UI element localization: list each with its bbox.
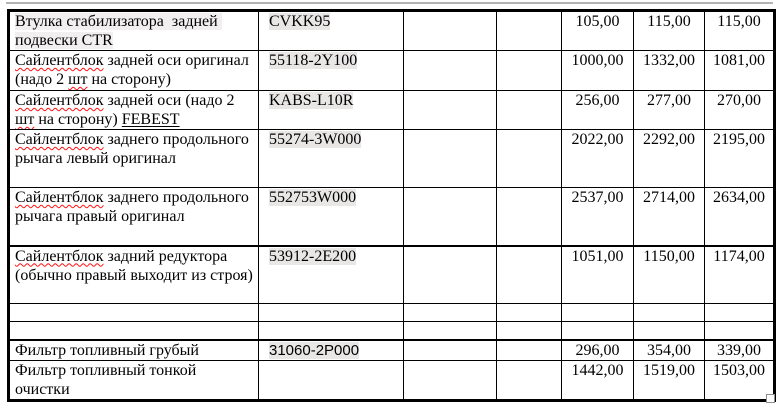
price-text: 1332,00 xyxy=(643,52,695,69)
price-text: 1150,00 xyxy=(643,247,695,265)
price-cell[interactable] xyxy=(634,91,705,130)
price-cell[interactable] xyxy=(562,91,634,130)
part-name-cell[interactable] xyxy=(9,360,259,400)
price-cell[interactable] xyxy=(634,188,705,246)
price-cell[interactable] xyxy=(705,188,775,246)
price-cell[interactable] xyxy=(562,322,634,340)
empty-cell[interactable] xyxy=(404,304,497,322)
price-text: 296,00 xyxy=(575,341,620,359)
part-name-text: Сайлентблок xyxy=(15,247,104,265)
empty-cell[interactable] xyxy=(497,340,562,361)
price-cell[interactable] xyxy=(634,340,705,361)
empty-cell[interactable] xyxy=(404,340,497,361)
part-name-cell[interactable] xyxy=(9,304,259,322)
part-number-cell[interactable] xyxy=(259,304,404,322)
part-name-text: шт xyxy=(68,71,88,88)
price-text: 115,00 xyxy=(647,13,691,30)
table-row xyxy=(9,360,775,400)
part-name-text: заднего продольного рычага левый оригинал xyxy=(15,131,253,167)
part-number-cell[interactable] xyxy=(259,322,404,340)
price-cell[interactable] xyxy=(562,51,634,91)
price-text: 115,00 xyxy=(717,13,761,30)
part-name-text: шт xyxy=(15,111,35,128)
part-name-cell[interactable] xyxy=(9,340,259,361)
part-name-text: Сайлентблок xyxy=(15,52,104,69)
table-row xyxy=(9,11,775,51)
price-text: 1174,00 xyxy=(713,247,765,265)
part-number-cell[interactable] xyxy=(259,11,404,51)
part-number-cell[interactable] xyxy=(259,360,404,400)
part-name-text: Сайлентблок xyxy=(15,131,104,148)
price-cell[interactable] xyxy=(705,130,775,188)
price-text: 354,00 xyxy=(647,341,691,359)
table-row xyxy=(9,340,775,361)
price-text: 1442,00 xyxy=(571,361,624,379)
price-text: 1519,00 xyxy=(643,361,695,379)
table-row xyxy=(9,91,775,130)
price-cell[interactable] xyxy=(705,51,775,91)
part-name-text: Сайлентблок xyxy=(15,92,104,109)
price-cell[interactable] xyxy=(634,51,705,91)
price-cell[interactable] xyxy=(562,130,634,188)
table-row xyxy=(9,246,775,304)
empty-cell[interactable] xyxy=(497,91,562,130)
part-name-cell[interactable] xyxy=(9,130,259,188)
part-number-cell[interactable] xyxy=(259,51,404,91)
price-cell[interactable] xyxy=(705,360,775,400)
price-text: 1081,00 xyxy=(713,52,765,69)
previous-row-cutoff-line xyxy=(6,2,773,4)
part-number-cell[interactable] xyxy=(259,340,404,361)
part-name-text: задней оси (надо 2 xyxy=(103,92,239,109)
empty-cell[interactable] xyxy=(497,188,562,246)
price-text: 105,00 xyxy=(575,13,620,30)
part-name-cell[interactable] xyxy=(9,322,259,340)
part-number-text: 53912-2E200 xyxy=(269,247,357,265)
price-text: 1000,00 xyxy=(571,52,624,69)
empty-cell[interactable] xyxy=(404,51,497,91)
empty-cell[interactable] xyxy=(404,11,497,51)
price-cell[interactable] xyxy=(705,91,775,130)
price-cell[interactable] xyxy=(705,304,775,322)
empty-cell[interactable] xyxy=(497,130,562,188)
part-name-text: Втулка стабилизатора задней подвески CTR xyxy=(15,13,222,49)
empty-cell[interactable] xyxy=(404,91,497,130)
price-text: 277,00 xyxy=(647,92,691,109)
price-cell[interactable] xyxy=(634,130,705,188)
part-name-text: FEBEST xyxy=(121,111,180,128)
part-number-cell[interactable] xyxy=(259,130,404,188)
part-number-cell[interactable] xyxy=(259,246,404,304)
part-name-cell[interactable] xyxy=(9,11,259,51)
table-row xyxy=(9,322,775,340)
part-name-text: на сторону) xyxy=(87,71,171,88)
empty-cell[interactable] xyxy=(497,360,562,400)
empty-cell[interactable] xyxy=(404,130,497,188)
part-name-cell[interactable] xyxy=(9,51,259,91)
price-cell[interactable] xyxy=(634,246,705,304)
empty-cell[interactable] xyxy=(497,246,562,304)
part-number-cell[interactable] xyxy=(259,91,404,130)
price-cell[interactable] xyxy=(562,188,634,246)
part-name-text: Фильтр топливный тонкой очистки xyxy=(15,361,201,398)
part-name-text: заднего продольного рычага правый оригинал xyxy=(15,189,253,225)
table-row xyxy=(9,304,775,322)
part-name-text: на сторону) xyxy=(34,111,122,128)
price-cell[interactable] xyxy=(634,360,705,400)
part-name-cell[interactable] xyxy=(9,91,259,130)
price-text: 339,00 xyxy=(717,341,761,359)
price-text: 2634,00 xyxy=(713,189,765,206)
price-cell[interactable] xyxy=(634,11,705,51)
empty-cell[interactable] xyxy=(404,360,497,400)
part-number-text: CVKK95 xyxy=(269,13,331,30)
empty-cell[interactable] xyxy=(404,188,497,246)
empty-cell[interactable] xyxy=(497,304,562,322)
price-text: 2714,00 xyxy=(643,189,695,206)
price-cell[interactable] xyxy=(634,322,705,340)
part-name-text: Фильтр топливный грубый xyxy=(15,341,199,359)
table-row xyxy=(9,130,775,188)
price-cell[interactable] xyxy=(705,246,775,304)
part-number-text: KABS-L10R xyxy=(269,92,354,109)
part-number-text: 55274-3W000 xyxy=(269,131,362,148)
part-number-text: 552753W000 xyxy=(269,189,357,206)
price-cell[interactable] xyxy=(562,340,634,361)
table-row xyxy=(9,188,775,246)
price-text: 2292,00 xyxy=(643,131,695,148)
price-cell[interactable] xyxy=(705,322,775,340)
part-name-text: задний редуктора (обычно правый выходит из строя) xyxy=(15,247,253,284)
part-name-cell[interactable] xyxy=(9,188,259,246)
part-name-text: Сайлентблок xyxy=(15,189,104,206)
empty-cell[interactable] xyxy=(497,322,562,340)
price-text: 2537,00 xyxy=(571,189,624,206)
parts-table-body xyxy=(9,11,775,401)
empty-cell[interactable] xyxy=(497,51,562,91)
parts-price-table xyxy=(7,9,776,402)
price-text: 1503,00 xyxy=(713,361,765,379)
empty-cell[interactable] xyxy=(404,322,497,340)
price-text: 1051,00 xyxy=(571,247,624,265)
price-cell[interactable] xyxy=(562,360,634,400)
empty-cell[interactable] xyxy=(497,11,562,51)
table-resize-handle[interactable] xyxy=(766,394,775,403)
price-cell[interactable] xyxy=(562,304,634,322)
price-cell[interactable] xyxy=(562,11,634,51)
part-number-text: 55118-2Y100 xyxy=(269,52,358,69)
table-row xyxy=(9,51,775,91)
part-name-text: задней оси оригинал (надо 2 xyxy=(15,52,253,88)
price-cell[interactable] xyxy=(705,340,775,361)
price-text: 256,00 xyxy=(575,92,620,109)
price-cell[interactable] xyxy=(634,304,705,322)
part-number-cell[interactable] xyxy=(259,188,404,246)
price-cell[interactable] xyxy=(705,11,775,51)
part-name-cell[interactable] xyxy=(9,246,259,304)
price-text: 2022,00 xyxy=(571,131,624,148)
empty-cell[interactable] xyxy=(404,246,497,304)
price-text: 2195,00 xyxy=(713,131,765,148)
price-cell[interactable] xyxy=(562,246,634,304)
price-text: 270,00 xyxy=(717,92,761,109)
part-number-text: 31060-2P000 xyxy=(269,341,360,359)
